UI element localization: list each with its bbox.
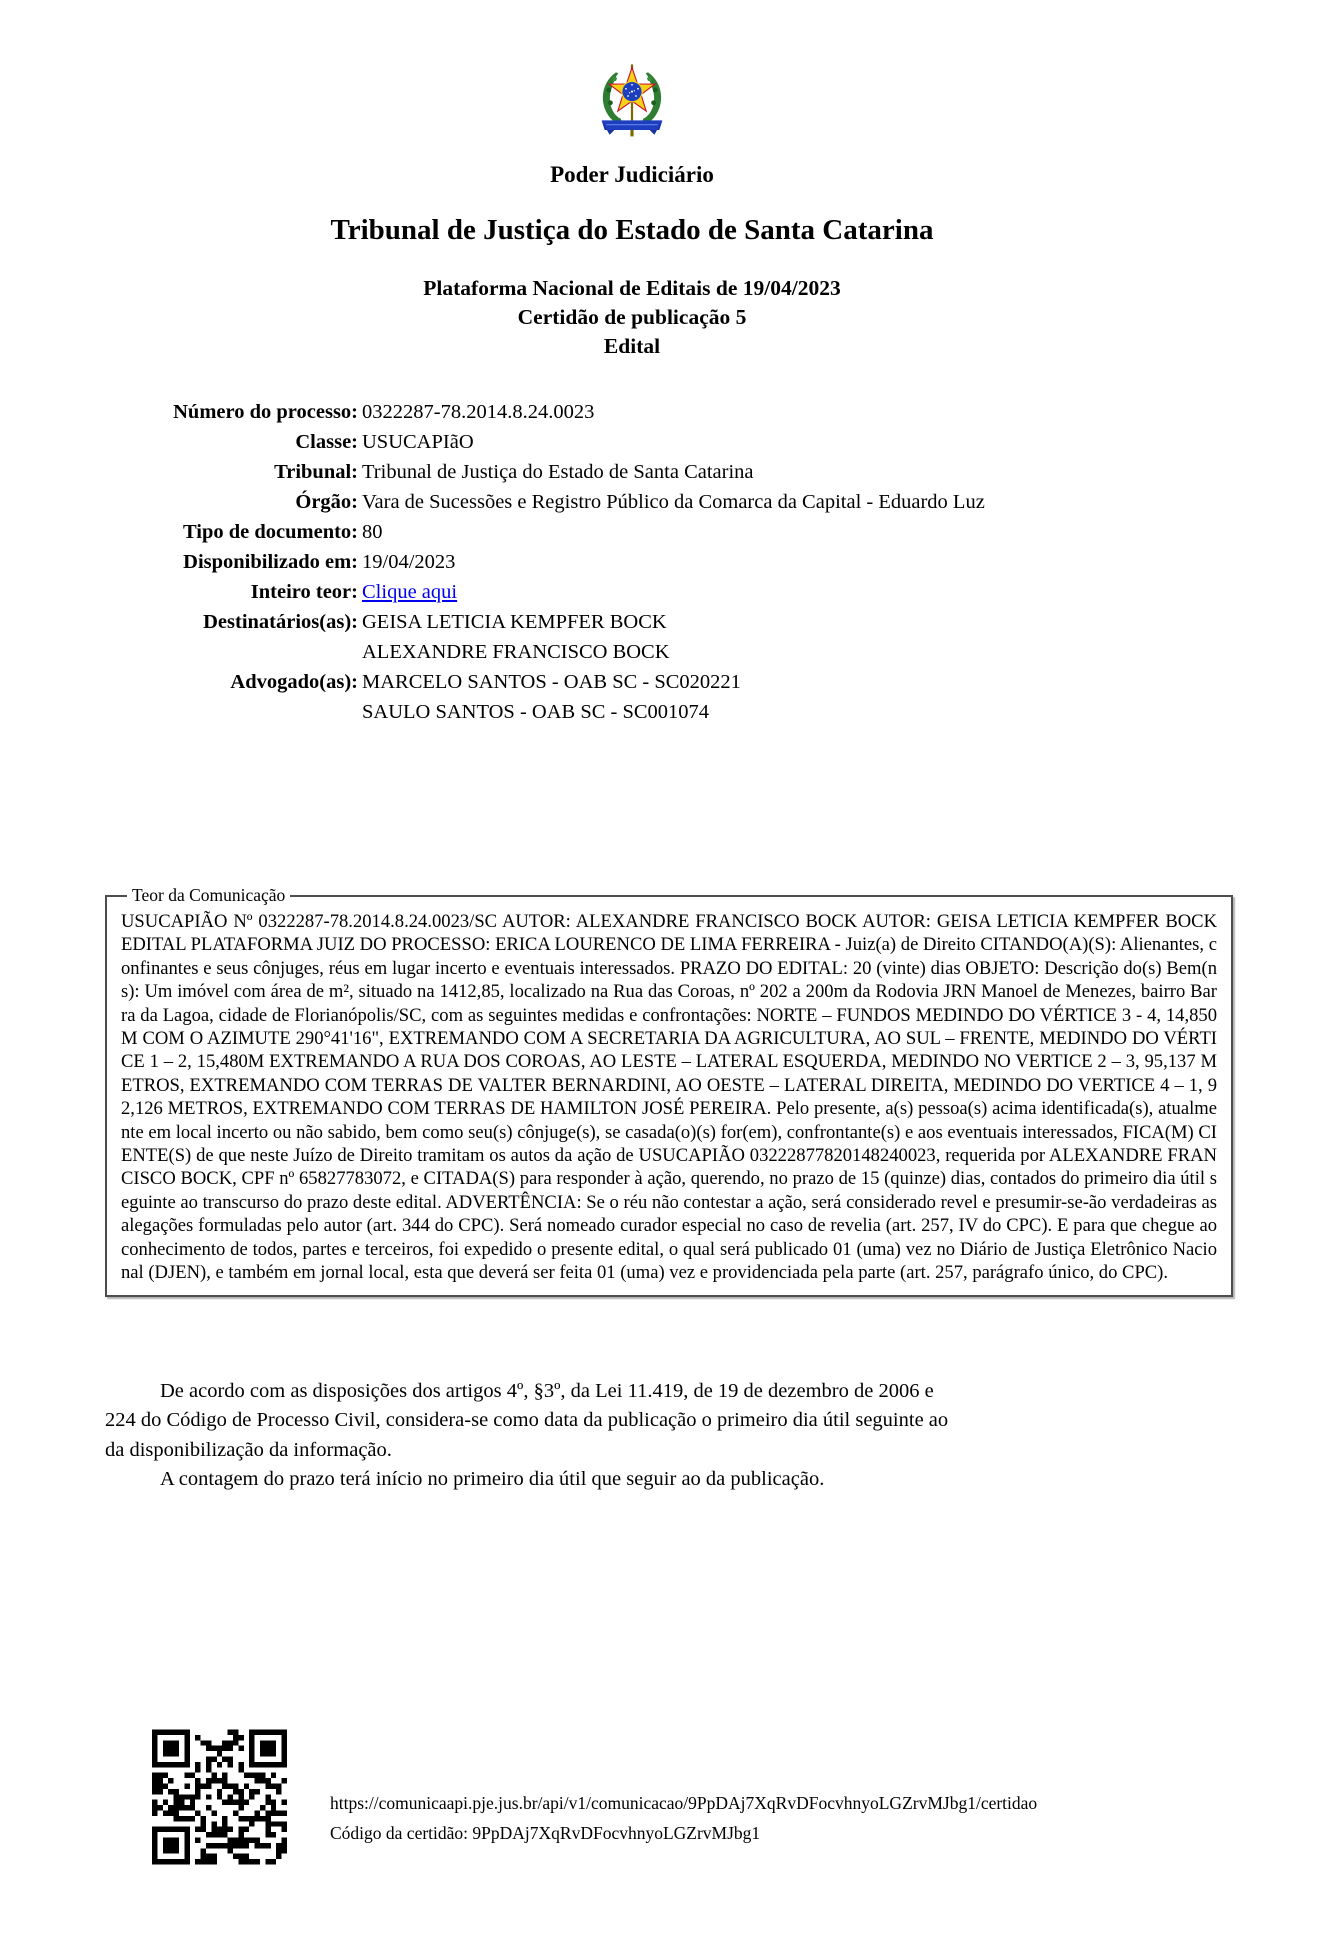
field-label-tipo-documento: Tipo de documento:	[182, 521, 358, 543]
legal-notice	[105, 1377, 950, 1495]
field-value-disponibilizado: 19/04/2023	[362, 551, 456, 573]
case-metadata-fields	[105, 397, 1336, 727]
certificate-links	[330, 1728, 1037, 1848]
field-value-advogado-2: SAULO SANTOS - OAB SC - SC001074	[362, 701, 710, 723]
field-value-classe: USUCAPIãO	[362, 431, 474, 453]
document-header	[102, 58, 1162, 361]
field-value-processo: 0322287-78.2014.8.24.0023	[362, 401, 595, 423]
field-value-orgao: Vara de Sucessões e Registro Público da Comarca da Capital - Eduardo Luz	[362, 491, 985, 513]
field-value-advogado-1: MARCELO SANTOS - OAB SC - SC020221	[362, 671, 741, 693]
legal-notice-paragraph-1: De acordo com as disposições dos artigos 4º, §3º, da Lei 11.419, de 19 de dezembro de 2006 e 224 do Código de Processo Civil, considera-se como data da publicação o primeiro dia útil seguinte ao da disponibilização da informação.	[105, 1379, 949, 1461]
court-title: Tribunal de Justiça do Estado de Santa Catarina	[330, 214, 934, 246]
certificate-footer	[152, 1728, 1037, 1866]
certificate-url: https://comunicaapi.pje.jus.br/api/v1/comunicacao/9PpDAj7XqRvDFocvhnyoLGZrvMJbg1/certidao	[330, 1793, 1038, 1813]
document-type-line: Edital	[603, 334, 661, 358]
field-label-destinatarios: Destinatários(as):	[203, 611, 358, 633]
platform-line: Plataforma Nacional de Editais de 19/04/2023	[423, 276, 841, 300]
field-label-orgao: Órgão:	[295, 491, 358, 513]
field-label-inteiro-teor: Inteiro teor:	[250, 581, 358, 603]
brazil-coat-of-arms-icon	[592, 58, 672, 154]
field-label-disponibilizado: Disponibilizado em:	[183, 551, 358, 573]
communication-content-legend: Teor da Comunicação	[132, 885, 286, 905]
field-label-tribunal: Tribunal:	[274, 461, 358, 483]
field-value-destinatario-2: ALEXANDRE FRANCISCO BOCK	[362, 641, 670, 663]
field-label-processo: Número do processo:	[173, 401, 358, 423]
inteiro-teor-link[interactable]: Clique aqui	[362, 581, 458, 603]
communication-content-box	[105, 885, 1233, 1297]
judiciary-branch-title: Poder Judiciário	[550, 162, 714, 187]
certificate-line: Certidão de publicação 5	[517, 305, 747, 329]
legal-notice-paragraph-2: A contagem do prazo terá início no primeiro dia útil que seguir ao da publicação.	[160, 1468, 825, 1490]
edital-full-text: USUCAPIÃO Nº 0322287-78.2014.8.24.0023/SC AUTOR: ALEXANDRE FRANCISCO BOCK AUTOR: GEISA LETICIA KEMPFER BOCK EDITAL PLATAFORMA JUIZ DO PROCESSO: ERICA LOURENCO DE LIMA FERREIRA - Juiz(a) de Direito CITANDO(A)(S): Alienantes, confinantes e seus cônjuges, réus em lugar incerto e eventuais interessados. PRAZO DO EDITAL: 20 (vinte) dias OBJETO: Descrição do(s) Bem(ns): Um imóvel com área de m², situado na 1412,85, localizado na Rua das Coroas, nº 202 a 200m da Rodovia JRN Manoel de Menezes, bairro Barra da Lagoa, cidade de Florianópolis/SC, com as seguintes medidas e confrontações: NORTE – FUNDOS MEDINDO DO VÉRTICE 3 - 4, 14,850M COM O AZIMUTE 290°41'16", EXTREMANDO COM A SECRETARIA DA AGRICULTURA, AO SUL – FRENTE, MEDINDO DO VÉRTICE 1 – 2, 15,480M EXTREMANDO A RUA DOS COROAS, AO LESTE – LATERAL ESQUERDA, MEDINDO NO VERTICE 2 – 3, 95,137 METROS, EXTREMANDO COM TERRAS DE VALTER BERNARDINI, AO OESTE – LATERAL DIREITA, MEDINDO DO VERTICE 4 – 1, 92,126 METROS, EXTREMANDO COM TERRAS DE HAMILTON JOSÉ PEREIRA. Pelo presente, a(s) pessoa(s) acima identificada(s), atualmente em local incerto ou não sabido, bem como seu(s) cônjuge(s), se casada(o)(s) for(em), confrontante(s) e aos eventuais interessados, FICA(M) CIENTE(S) de que neste Juízo de Direito tramitam os autos da ação de USUCAPIÃO 03222877820148240023, requerida por ALEXANDRE FRANCISCO BOCK, CPF nº 65827783072, e CITADA(S) para responder à ação, querendo, no prazo de 15 (quinze) dias, contados do primeiro dia útil seguinte ao transcurso do prazo deste edital. ADVERTÊNCIA: Se o réu não contestar a ação, será considerado revel e presumir-se-ão verdadeiras as alegações formuladas pelo autor (art. 344 do CPC). Será nomeado curador especial no caso de revelia (art. 257, IV do CPC). E para que chegue ao conhecimento de todos, partes e terceiros, foi expedido o presente edital, o qual será publicado 01 (uma) vez no Diário de Justiça Eletrônico Nacional (DJEN), e também em jornal local, esta que deverá ser feita 01 (uma) vez e providenciada pela parte (art. 257, parágrafo único, do CPC).	[121, 911, 1217, 1284]
field-value-destinatario-1: GEISA LETICIA KEMPFER BOCK	[362, 611, 667, 633]
field-label-advogados: Advogado(as):	[230, 671, 358, 693]
certificate-code: Código da certidão: 9PpDAj7XqRvDFocvhnyoLGZrvMJbg1	[330, 1823, 761, 1843]
field-value-tribunal: Tribunal de Justiça do Estado de Santa Catarina	[362, 461, 754, 483]
document-page	[0, 58, 1336, 1949]
field-label-classe: Classe:	[295, 431, 358, 453]
qr-code-icon	[152, 1728, 287, 1866]
field-value-tipo-documento: 80	[362, 521, 383, 543]
